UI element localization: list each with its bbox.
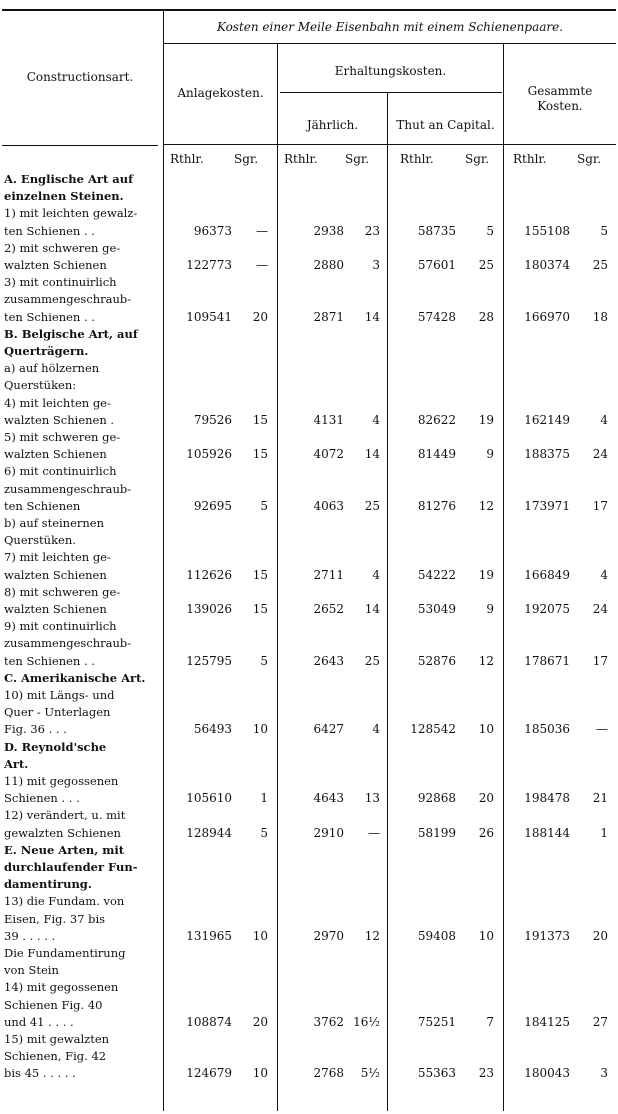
anlage-sgr-cell: 15 <box>252 412 268 427</box>
description-line: D. Reynold'sche <box>4 739 107 754</box>
description-line: 6) mit continuirlich <box>4 464 117 479</box>
capital-sgr-cell: 25 <box>478 258 494 272</box>
jaehrlich-rthlr-cell: 6427 <box>313 722 344 737</box>
anlage-sgr-cell: 5 <box>260 825 268 840</box>
description-line: 14) mit gegossenen <box>4 980 119 995</box>
unit-anlage-sgr: Sgr. <box>234 152 259 166</box>
header-erhaltung: Erhaltungskosten. <box>334 64 447 78</box>
header-divider-bottom <box>164 144 616 145</box>
capital-sgr-cell: 23 <box>478 1066 494 1081</box>
anlage-sgr-cell: 5 <box>260 653 268 668</box>
description-line: 8) mit schweren ge- <box>4 584 121 599</box>
gesammt-sgr-cell: 24 <box>592 602 608 616</box>
header-jaehrlich: Jährlich. <box>306 118 359 132</box>
gesammt-rthlr-cell: 188375 <box>524 447 570 462</box>
unit-gesammt-sgr: Sgr. <box>577 152 602 166</box>
unit-anlage-rthlr: Rthlr. <box>170 152 204 166</box>
description-line: Eisen, Fig. 37 bis <box>4 911 106 926</box>
capital-rthlr-cell: 92868 <box>417 791 456 806</box>
anlage-rthlr-cell: 109541 <box>186 309 232 324</box>
gesammt-sgr-cell: 3 <box>600 1066 608 1081</box>
header-divider-erhaltung <box>280 92 502 93</box>
jaehrlich-rthlr-cell: 4131 <box>313 412 344 427</box>
unit-gesammt-rthlr: Rthlr. <box>513 152 547 166</box>
capital-rthlr-cell: 55363 <box>417 1066 456 1081</box>
description-line: Art. <box>4 756 29 771</box>
anlage-sgr-cell: 20 <box>252 309 268 324</box>
description-line: b) auf steinernen <box>4 516 105 530</box>
description-line: walzten Schienen <box>4 567 107 582</box>
jaehrlich-sgr-cell: 3 <box>372 258 380 272</box>
capital-sgr-cell: 28 <box>478 309 494 324</box>
gesammt-sgr-cell: 1 <box>600 825 608 840</box>
capital-rthlr-cell: 81276 <box>417 498 456 513</box>
gesammt-rthlr-cell: 184125 <box>524 1014 570 1029</box>
description-line: C. Amerikanische Art. <box>4 670 146 685</box>
anlage-sgr-cell: 20 <box>252 1014 268 1029</box>
description-line: Quer - Unterlagen <box>4 705 111 720</box>
col-rule-4 <box>503 43 504 1111</box>
description-line: zusammengeschraub- <box>4 481 132 496</box>
header-gesammt-line2: Kosten. <box>537 99 583 113</box>
anlage-sgr-cell: 15 <box>252 567 268 582</box>
capital-sgr-cell: 10 <box>478 928 494 943</box>
description-line: ten Schienen . . <box>4 223 95 238</box>
gesammt-rthlr-cell: 178671 <box>524 653 570 668</box>
description-line: Schienen Fig. 40 <box>4 997 103 1012</box>
description-line: 4) mit leichten ge- <box>4 395 111 410</box>
jaehrlich-sgr-cell: 14 <box>364 602 380 616</box>
gesammt-rthlr-cell: 173971 <box>524 498 570 513</box>
jaehrlich-rthlr-cell: 2643 <box>313 653 344 668</box>
capital-sgr-cell: 5 <box>486 223 494 238</box>
description-line: und 41 . . . . <box>4 1014 74 1029</box>
gesammt-sgr-cell: — <box>596 722 608 737</box>
description-line: walzten Schienen <box>4 258 107 272</box>
capital-rthlr-cell: 57601 <box>417 258 456 272</box>
gesammt-sgr-cell: 4 <box>600 567 608 582</box>
description-line: ten Schienen . . <box>4 653 95 668</box>
description-line: ten Schienen <box>4 498 81 513</box>
header-construction: Constructionsart. <box>26 70 134 84</box>
capital-sgr-cell: 20 <box>478 791 494 806</box>
description-line: 9) mit continuirlich <box>4 619 117 634</box>
header-divider-main <box>164 43 616 44</box>
jaehrlich-sgr-cell: 13 <box>364 791 380 806</box>
gesammt-rthlr-cell: 180374 <box>524 258 570 272</box>
anlage-rthlr-cell: 96373 <box>193 223 232 238</box>
description-line: bis 45 . . . . . <box>4 1066 76 1081</box>
description-line: gewalzten Schienen <box>4 825 121 840</box>
anlage-rthlr-cell: 131965 <box>186 928 232 943</box>
jaehrlich-rthlr-cell: 4072 <box>313 447 344 462</box>
header-gesammt-line1: Gesammte <box>527 84 593 98</box>
gesammt-rthlr-cell: 180043 <box>524 1066 570 1081</box>
jaehrlich-sgr-cell: 4 <box>372 722 380 737</box>
anlage-sgr-cell: — <box>256 223 268 238</box>
jaehrlich-rthlr-cell: 2768 <box>313 1066 344 1081</box>
description-line: Querstüken: <box>4 378 77 393</box>
capital-sgr-cell: 9 <box>486 447 494 462</box>
description-line: zusammengeschraub- <box>4 636 132 651</box>
description-line: 5) mit schweren ge- <box>4 430 121 444</box>
gesammt-rthlr-cell: 185036 <box>524 722 570 737</box>
jaehrlich-sgr-cell: 16½ <box>353 1014 380 1029</box>
description-line: zusammengeschraub- <box>4 292 132 307</box>
jaehrlich-rthlr-cell: 2711 <box>313 567 344 582</box>
anlage-rthlr-cell: 139026 <box>186 602 232 616</box>
capital-sgr-cell: 12 <box>478 498 494 513</box>
jaehrlich-rthlr-cell: 4063 <box>313 498 344 513</box>
description-line: ten Schienen . . <box>4 309 95 324</box>
capital-rthlr-cell: 82622 <box>417 412 456 427</box>
description-line: damentirung. <box>4 877 92 892</box>
header-anlage: Anlagekosten. <box>177 86 264 100</box>
anlage-rthlr-cell: 105926 <box>186 447 232 462</box>
description-line: walzten Schienen <box>4 447 107 462</box>
description-line: von Stein <box>4 963 59 978</box>
capital-sgr-cell: 12 <box>478 653 494 668</box>
gesammt-rthlr-cell: 191373 <box>524 928 570 943</box>
capital-sgr-cell: 9 <box>486 602 494 616</box>
jaehrlich-sgr-cell: 14 <box>364 447 380 462</box>
gesammt-sgr-cell: 4 <box>600 412 608 427</box>
anlage-sgr-cell: 15 <box>252 447 268 462</box>
anlage-sgr-cell: 5 <box>260 498 268 513</box>
gesammt-sgr-cell: 17 <box>592 653 608 668</box>
jaehrlich-sgr-cell: 12 <box>364 928 380 943</box>
jaehrlich-rthlr-cell: 3762 <box>313 1014 344 1029</box>
capital-sgr-cell: 26 <box>478 825 494 840</box>
gesammt-rthlr-cell: 166849 <box>524 567 570 582</box>
jaehrlich-sgr-cell: 23 <box>364 223 380 238</box>
description-line: einzelnen Steinen. <box>4 189 124 204</box>
capital-rthlr-cell: 58199 <box>417 825 456 840</box>
description-line: a) auf hölzernen <box>4 361 100 376</box>
capital-sgr-cell: 19 <box>478 412 494 427</box>
jaehrlich-rthlr-cell: 2938 <box>313 223 344 238</box>
description-line: Schienen . . . <box>4 791 80 806</box>
jaehrlich-rthlr-cell: 2880 <box>313 258 344 272</box>
jaehrlich-sgr-cell: 25 <box>364 498 380 513</box>
jaehrlich-sgr-cell: 14 <box>364 309 380 324</box>
description-line: 3) mit continuirlich <box>4 275 117 290</box>
capital-rthlr-cell: 58735 <box>417 223 456 238</box>
capital-rthlr-cell: 59408 <box>417 928 456 943</box>
description-line: 10) mit Längs- und <box>4 688 115 702</box>
description-line: Schienen, Fig. 42 <box>4 1049 107 1064</box>
description-line: 11) mit gegossenen <box>4 774 119 788</box>
gesammt-sgr-cell: 27 <box>592 1014 608 1029</box>
anlage-sgr-cell: 10 <box>252 1066 268 1081</box>
gesammt-sgr-cell: 18 <box>592 309 608 324</box>
gesammt-rthlr-cell: 166970 <box>524 309 570 324</box>
capital-rthlr-cell: 81449 <box>417 447 456 462</box>
gesammt-sgr-cell: 21 <box>592 791 608 806</box>
capital-sgr-cell: 7 <box>486 1014 494 1029</box>
description-line: 12) verändert, u. mit <box>4 808 126 823</box>
anlage-rthlr-cell: 125795 <box>186 653 232 668</box>
header-gesammt <box>504 84 616 114</box>
jaehrlich-sgr-cell: — <box>368 825 380 840</box>
anlage-rthlr-cell: 108874 <box>186 1014 232 1029</box>
description-line: B. Belgische Art, auf <box>4 326 138 341</box>
anlage-rthlr-cell: 122773 <box>186 258 232 272</box>
description-line: E. Neue Arten, mit <box>4 842 125 857</box>
gesammt-rthlr-cell: 162149 <box>524 412 570 427</box>
capital-rthlr-cell: 54222 <box>417 567 456 582</box>
description-line: Die Fundamentirung <box>4 946 126 960</box>
gesammt-rthlr-cell: 192075 <box>524 602 570 616</box>
jaehrlich-rthlr-cell: 2871 <box>313 309 344 324</box>
gesammt-rthlr-cell: 188144 <box>524 825 570 840</box>
anlage-rthlr-cell: 92695 <box>193 498 232 513</box>
top-rule <box>2 9 616 11</box>
anlage-rthlr-cell: 124679 <box>186 1066 232 1081</box>
gesammt-sgr-cell: 20 <box>592 928 608 943</box>
description-line: 2) mit schweren ge- <box>4 240 121 255</box>
unit-capital-rthlr: Rthlr. <box>400 152 434 166</box>
jaehrlich-sgr-cell: 25 <box>364 653 380 668</box>
gesammt-sgr-cell: 24 <box>592 447 608 462</box>
col-rule-1 <box>163 11 164 1111</box>
header-divider-left <box>2 145 158 146</box>
description-line: A. Englische Art auf <box>4 172 134 186</box>
gesammt-sgr-cell: 25 <box>592 258 608 272</box>
header-main: Kosten einer Meile Eisenbahn mit einem Schienenpaare. <box>216 20 564 34</box>
anlage-rthlr-cell: 105610 <box>186 791 232 806</box>
anlage-rthlr-cell: 128944 <box>186 825 232 840</box>
header-thut: Thut an Capital. <box>396 118 495 132</box>
capital-rthlr-cell: 52876 <box>417 653 456 668</box>
description-line: 7) mit leichten ge- <box>4 550 111 565</box>
description-line: 15) mit gewalzten <box>4 1032 110 1046</box>
gesammt-rthlr-cell: 198478 <box>524 791 570 806</box>
description-line: durchlaufender Fun- <box>4 860 138 874</box>
anlage-sgr-cell: 10 <box>252 722 268 737</box>
description-line: Querstüken. <box>4 533 76 548</box>
col-rule-2 <box>277 43 278 1111</box>
jaehrlich-rthlr-cell: 2652 <box>313 602 344 616</box>
col-rule-3 <box>387 92 388 1111</box>
jaehrlich-sgr-cell: 4 <box>372 412 380 427</box>
anlage-sgr-cell: 1 <box>260 791 268 806</box>
anlage-rthlr-cell: 79526 <box>193 412 232 427</box>
unit-jaehrlich-rthlr: Rthlr. <box>284 152 318 166</box>
capital-sgr-cell: 10 <box>478 722 494 737</box>
gesammt-rthlr-cell: 155108 <box>524 223 570 238</box>
anlage-sgr-cell: 15 <box>252 602 268 616</box>
jaehrlich-rthlr-cell: 2970 <box>313 928 344 943</box>
gesammt-sgr-cell: 17 <box>592 498 608 513</box>
unit-jaehrlich-sgr: Sgr. <box>345 152 370 166</box>
description-line: Querträgern. <box>4 344 89 358</box>
jaehrlich-rthlr-cell: 2910 <box>313 825 344 840</box>
jaehrlich-rthlr-cell: 4643 <box>313 791 344 806</box>
description-line: 39 . . . . . <box>4 928 56 943</box>
anlage-sgr-cell: — <box>256 258 268 272</box>
description-line: Fig. 36 . . . <box>4 722 67 737</box>
anlage-rthlr-cell: 112626 <box>186 567 232 582</box>
unit-capital-sgr: Sgr. <box>465 152 490 166</box>
capital-rthlr-cell: 75251 <box>417 1014 456 1029</box>
capital-rthlr-cell: 128542 <box>410 722 456 737</box>
gesammt-sgr-cell: 5 <box>600 223 608 238</box>
capital-rthlr-cell: 57428 <box>417 309 456 324</box>
description-line: 1) mit leichten gewalz- <box>4 206 138 221</box>
jaehrlich-sgr-cell: 4 <box>372 567 380 582</box>
capital-sgr-cell: 19 <box>478 567 494 582</box>
jaehrlich-sgr-cell: 5½ <box>360 1066 380 1081</box>
capital-rthlr-cell: 53049 <box>417 602 456 616</box>
description-line: walzten Schienen . <box>4 412 115 427</box>
anlage-rthlr-cell: 56493 <box>193 722 232 737</box>
description-line: 13) die Fundam. von <box>4 894 125 909</box>
description-line: walzten Schienen <box>4 602 107 616</box>
anlage-sgr-cell: 10 <box>252 928 268 943</box>
